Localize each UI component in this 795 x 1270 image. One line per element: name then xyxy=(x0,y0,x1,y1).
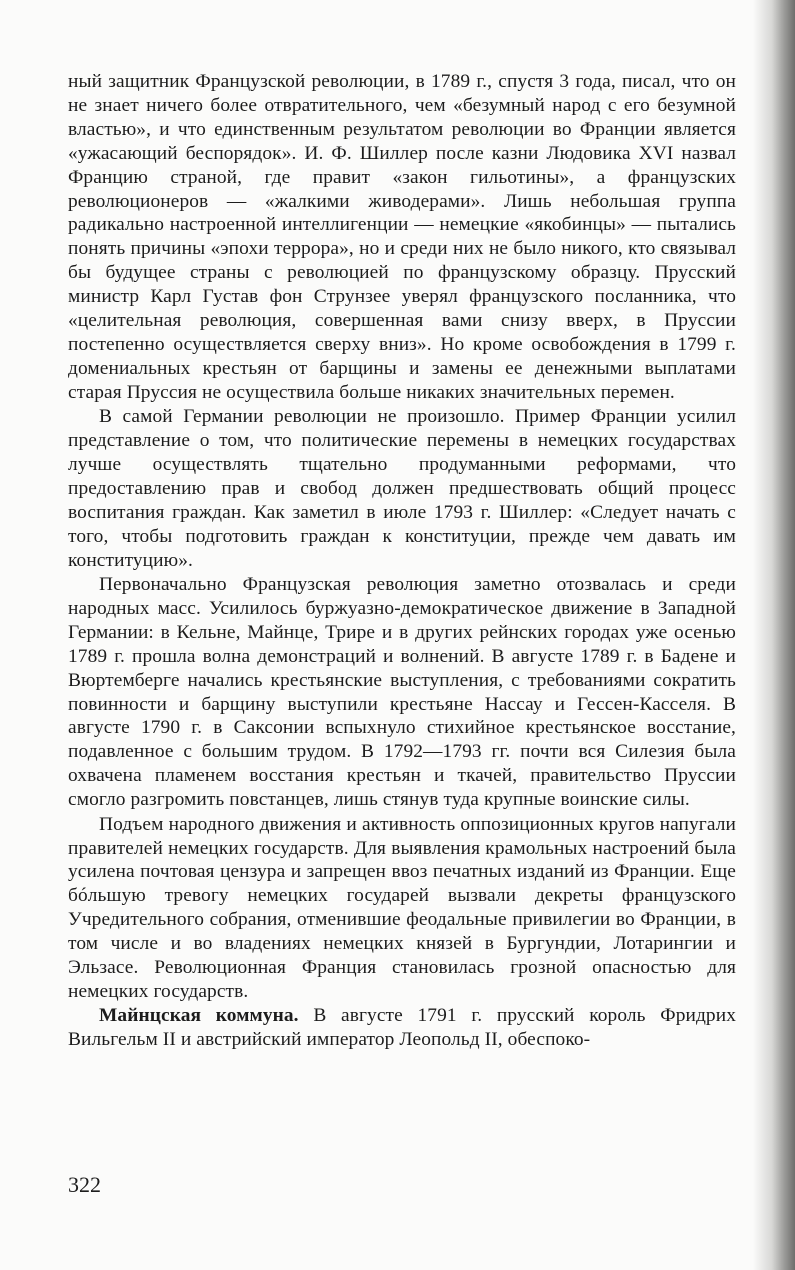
paragraph-5-text: В августе 1791 г. прусский король Фридрих Вильгельм II и австрийский император Леопольд II, обеспоко- xyxy=(68,1005,736,1051)
page-number: 322 xyxy=(68,1172,101,1197)
paragraph-4: Подъем народного движения и активность оппозиционных кругов напугали правителей немецких государств. Для выявления крамольных настроений была усилена почтовая цензура и запрещен ввоз печатных изданий из Франции. Еще бóльшую тревогу немецких государей вызвали декреты французского Учредительного собрания, отменившие феодальные привилегии во Франции, в том числе и во владениях немецких князей в Бургундии, Лотарингии и Эльзасе. Революционная Франция становилась грозной опасностью для немецких государств. xyxy=(68,813,736,1002)
paragraph-5 xyxy=(68,1004,736,1052)
paragraph-2: В самой Германии революции не произошло. Пример Франции усилил представление о том, что политические перемены в немецких государствах лучше осуществлять тщательно продуманными реформами, что предоставлению прав и свобод должен предшествовать общий процесс воспитания граждан. Как заметил в июле 1793 г. Шиллер: «Следует начать с того, чтобы подготовить граждан к конституции, прежде чем давать им конституцию». xyxy=(68,406,736,571)
page-edge-shadow xyxy=(753,0,795,1270)
body-text xyxy=(68,70,736,1052)
paragraph-3: Первоначально Французская революция заметно отозвалась и среди народных масс. Усилилось буржуазно-демократическое движение в Западной Германии: в Кельне, Майнце, Трире и в других рейнских городах уже осенью 1789 г. прошла волна демонстраций и волнений. В августе 1789 г. в Бадене и Вюртемберге начались крестьянские выступления, с требованиями сократить повинности и барщину выступили крестьяне Нассау и Гессен-Касселя. В августе 1790 г. в Саксонии вспыхнуло стихийное крестьянское восстание, подавленное с большим трудом. В 1792—1793 гг. почти вся Силезия была охвачена пламенем восстания крестьян и ткачей, правительство Пруссии смогло разгромить повстанцев, лишь стянув туда крупные воинские силы. xyxy=(68,574,736,811)
section-heading: Майнцская коммуна. xyxy=(99,1005,299,1027)
paragraph-1: ный защитник Французской революции, в 1789 г., спустя 3 года, писал, что он не знает ничего более отвратительного, чем «безумный народ с его безумной властью», и что единственным результатом революции во Франции является «ужасающий беспорядок». И. Ф. Шиллер после казни Людовика XVI назвал Францию страной, где правит «закон гильотины», а французских революционеров — «жалкими живодерами». Лишь небольшая группа радикально настроенной интеллигенции — немецкие «якобинцы» — пытались понять причины «эпохи террора», но и среди них не было никого, кто связывал бы будущее страны с революцией по французскому образцу. Прусский министр Карл Густав фон Струнзее уверял французского посланника, что «целительная революция, совершенная вами снизу вверх, в Пруссии постепенно осуществляется сверху вниз». Но кроме освобождения в 1799 г. домениальных крестьян от барщины и замены ее денежными выплатами старая Пруссия не осуществила больше никаких значительных перемен. xyxy=(68,71,736,403)
